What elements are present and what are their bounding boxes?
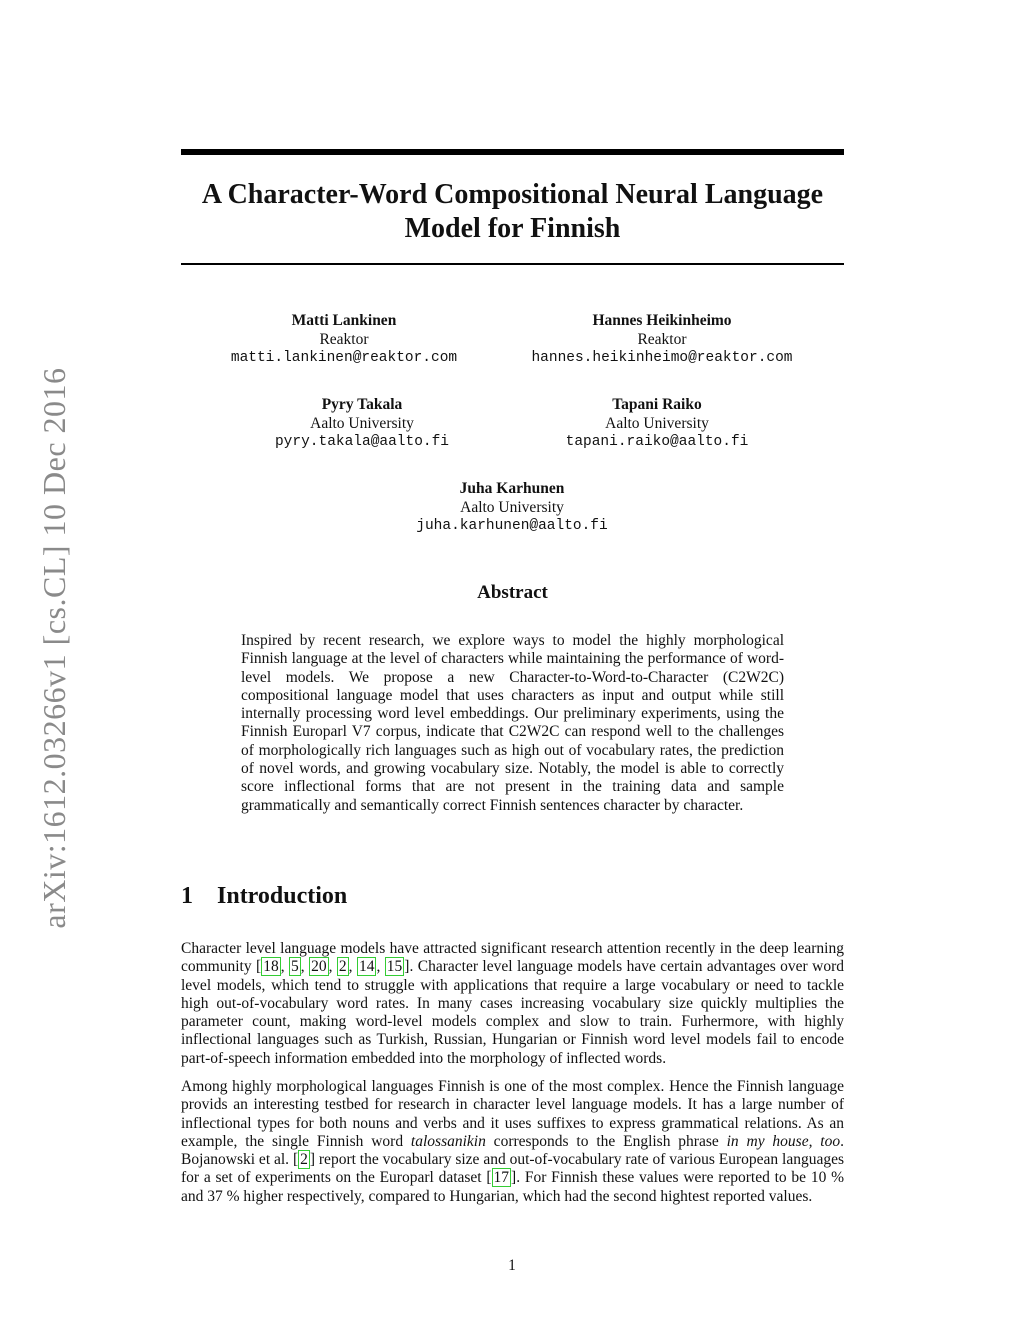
title-top-rule: [181, 149, 844, 155]
author-email[interactable]: tapani.raiko@aalto.fi: [565, 434, 749, 450]
citation-link[interactable]: 20: [311, 958, 327, 976]
arxiv-identifier: arXiv:1612.03266v1 [cs.CL] 10 Dec 2016: [36, 367, 72, 929]
author-block-lankinen: [179, 312, 509, 368]
citation-link[interactable]: 2: [300, 1151, 308, 1169]
citation-link[interactable]: 17: [493, 1169, 510, 1187]
citation-link[interactable]: 18: [263, 958, 279, 976]
author-name: Juha Karhunen: [459, 480, 565, 497]
citation-link[interactable]: 5: [291, 958, 299, 976]
author-block-takala: [197, 396, 527, 452]
author-block-heikinheimo: [497, 312, 827, 368]
citation-link[interactable]: 15: [386, 958, 403, 976]
finnish-example-word: talossanikin: [410, 1132, 486, 1150]
section-number: 1: [181, 883, 193, 909]
title-line-1: A Character-Word Compositional Neural Language: [201, 179, 824, 210]
author-affiliation: Aalto University: [460, 498, 564, 516]
abstract-text: Inspired by recent research, we explore ways to model the highly morphological Finnish language at the level of characters while maintaining the performance of word-level models. We propose a new Character-to-Word-to-Character (C2W2C) compositional language model that uses characters as input and output while still internally processing word level embeddings. Our preliminary experiments, using the Finnish Europarl V7 corpus, indicate that C2W2C can respond well to the challenges of morphologically rich languages such as high out of vocabulary rates, the prediction of novel words, and growing vocabulary size. Notably, the model is able to correctly score inflectional forms that are not present in the training data and sample grammatically and semantically correct Finnish sentences character by character.: [241, 632, 784, 814]
author-email[interactable]: juha.karhunen@aalto.fi: [416, 518, 608, 534]
abstract-heading: Abstract: [477, 582, 548, 603]
citation-link[interactable]: 2: [338, 958, 347, 976]
author-email[interactable]: hannes.heikinheimo@reaktor.com: [531, 350, 793, 366]
author-email[interactable]: matti.lankinen@reaktor.com: [230, 350, 458, 366]
author-name: Hannes Heikinheimo: [592, 312, 732, 329]
title-line-2: Model for Finnish: [404, 213, 621, 244]
author-block-raiko: [492, 396, 822, 452]
author-name: Pyry Takala: [321, 396, 403, 413]
author-email[interactable]: pyry.takala@aalto.fi: [274, 434, 450, 450]
author-affiliation: Reaktor: [319, 330, 369, 348]
author-affiliation: Aalto University: [310, 414, 414, 432]
page-number: 1: [508, 1257, 516, 1274]
author-block-karhunen: [347, 480, 677, 536]
paper-title: [181, 178, 844, 246]
intro-paragraph-1: Character level language models have attracted significant research attention recently in the deep learning community [ 18 , 5 , 20 , 2 , 14 , 15 ]. Character level language models have certain advantages over word level models, which tend to struggle with applications that require a large vocabulary or need to tackle high out-of-vocabulary word rates. In many cases increasing vocabulary size quickly multiplies the parameter count, making word-level models complex and slow to train. Furhermore, with highly inflectional languages such as Turkish, Russian, Hungarian or Finnish word level models fail to encode part-of-speech information embedded into the morphology of inflected words.: [181, 940, 845, 1067]
author-affiliation: Aalto University: [605, 414, 709, 432]
section-title: Introduction: [217, 883, 348, 909]
title-bottom-rule: [181, 263, 844, 265]
section-heading-introduction: [181, 883, 347, 910]
english-example-phrase: in my house, too: [726, 1132, 841, 1150]
author-affiliation: Reaktor: [637, 330, 687, 348]
intro-paragraph-2: Among highly morphological languages Finnish is one of the most complex. Hence the Finnish language provids an interesting testbed for research in character level language models. It has a large number of inflectional types for both nouns and verbs and it uses suffixes to express grammatical relations. As an example, the single Finnish word talossanikin corresponds to the English phrase in my house, too. Bojanowski et al. [ 2 ] report the vocabulary size and out-of-vocabulary rate of various European languages for a set of experiments on the Europarl dataset [ 17 ]. For Finnish these values were reported to be 10 % and 37 % higher respectively, compared to Hungarian, which had the second hightest reported values.: [181, 1078, 844, 1205]
author-name: Tapani Raiko: [612, 396, 702, 413]
author-name: Matti Lankinen: [291, 312, 397, 329]
citation-link[interactable]: 14: [358, 958, 375, 976]
